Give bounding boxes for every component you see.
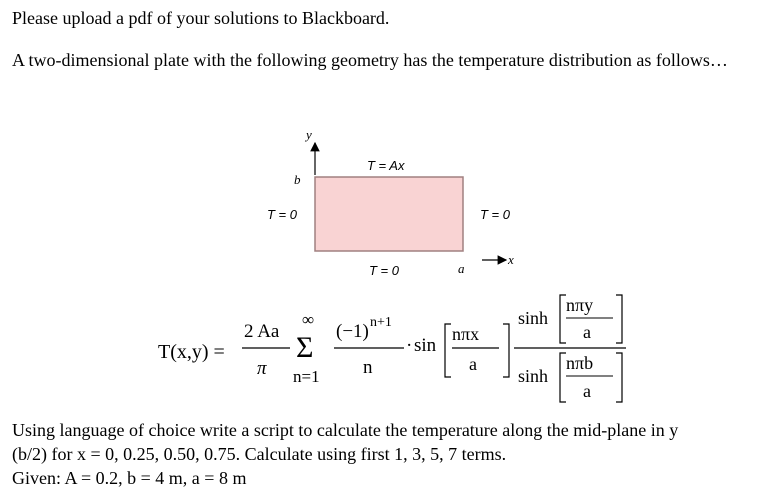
- task-line-1: Using language of choice write a script to calculate the temperature along the mid-plane in y: [12, 420, 679, 440]
- sinh-denominator-argument-top: nπb: [566, 353, 594, 373]
- sign-term-exponent: n+1: [370, 315, 392, 330]
- sign-term-denominator: n: [363, 357, 373, 378]
- coefficient-numerator: 2 Aa: [244, 321, 280, 342]
- sinh-denominator-argument-bottom: a: [583, 381, 591, 401]
- sin-argument-numerator: nπx: [452, 324, 480, 344]
- y-axis-label: y: [306, 127, 312, 142]
- task-description: [12, 418, 762, 490]
- sinh-denominator-right-bracket: [616, 353, 622, 402]
- task-line-2: (b/2) for x = 0, 0.25, 0.50, 0.75. Calculate using first 1, 3, 5, 7 terms.: [12, 444, 507, 464]
- sum-upper-limit: ∞: [302, 310, 315, 329]
- width-label-a: a: [458, 261, 465, 276]
- left-boundary-condition: T = 0: [267, 207, 297, 222]
- sign-term-base: (−1): [336, 321, 369, 342]
- task-line-3: Given: A = 0.2, b = 4 m, a = 8 m: [12, 468, 247, 488]
- right-boundary-condition: T = 0: [480, 207, 510, 222]
- top-boundary-condition: T = Ax: [367, 158, 405, 173]
- sinh-numerator-function: sinh: [518, 308, 549, 328]
- equation-lhs: T(x,y) =: [158, 341, 225, 363]
- bottom-boundary-condition: T = 0: [369, 263, 399, 278]
- intro-text: A two-dimensional plate with the following geometry has the temperature distribution as follows…: [12, 50, 728, 70]
- sin-left-bracket: [445, 324, 451, 377]
- sum-lower-limit: n=1: [293, 367, 320, 386]
- sin-right-bracket: [503, 324, 509, 377]
- height-label-b: b: [294, 172, 301, 187]
- sinh-denominator-function: sinh: [518, 366, 549, 386]
- multiply-dot: ·: [406, 335, 413, 356]
- sinh-numerator-right-bracket: [616, 295, 622, 343]
- sinh-numerator-argument-top: nπy: [566, 295, 594, 315]
- coefficient-denominator: π: [257, 358, 267, 379]
- sin-argument-denominator: a: [469, 354, 477, 374]
- sum-symbol: Σ: [296, 331, 314, 364]
- instruction-text: Please upload a pdf of your solutions to Blackboard.: [12, 8, 390, 28]
- sinh-numerator-argument-bottom: a: [583, 322, 591, 342]
- x-axis-label: x: [508, 252, 514, 267]
- sin-function: sin: [414, 335, 437, 356]
